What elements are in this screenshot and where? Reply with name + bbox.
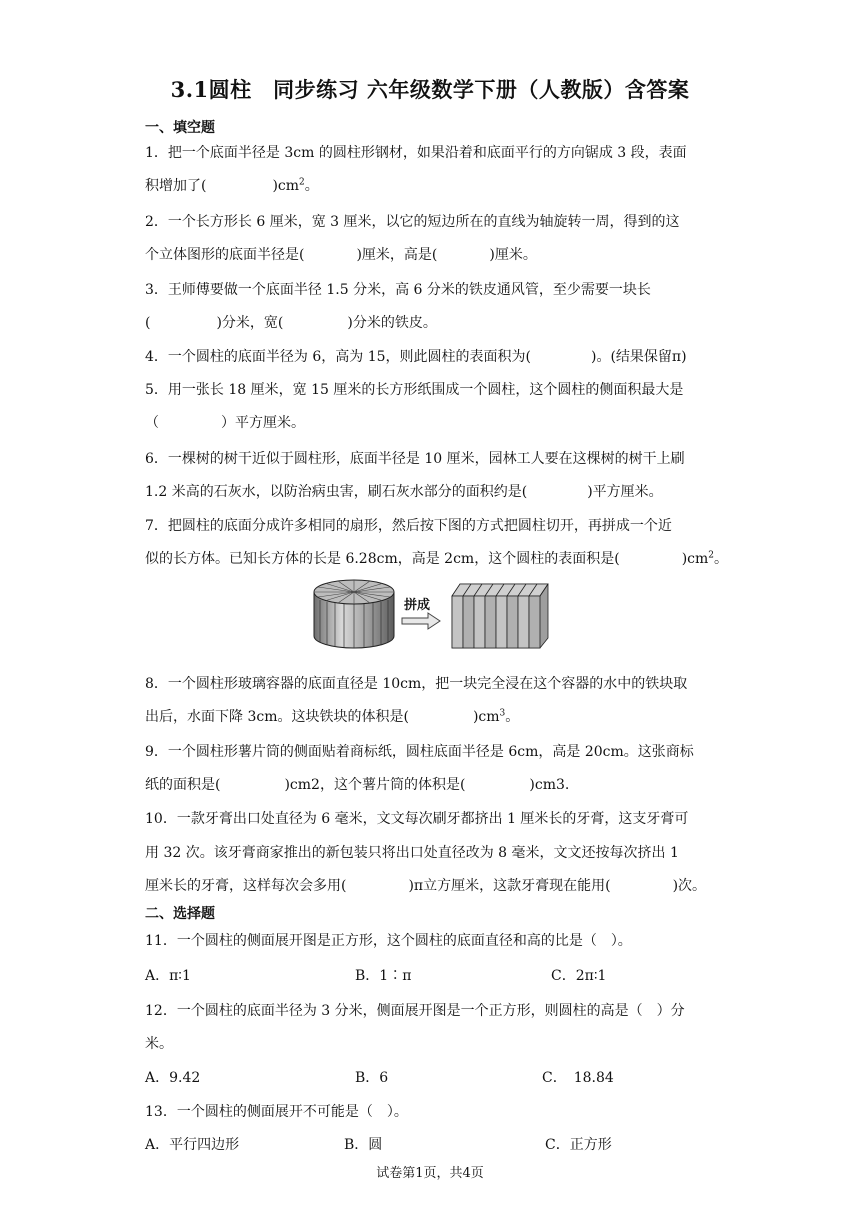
q12-line1: 12．一个圆柱的底面半径为 3 分米，侧面展开图是一个正方形，则圆柱的高是（ ）分 — [145, 1003, 685, 1019]
q1-line1: 1．把一个底面半径是 3cm 的圆柱形钢材，如果沿着和底面平行的方向锯成 3 段，表面 — [145, 145, 687, 161]
page-footer: 试卷第1页，共4页 — [376, 1166, 484, 1181]
q2-line1: 2．一个长方形长 6 厘米，宽 3 厘米，以它的短边所在的直线为轴旋转一周，得到的这 — [145, 214, 680, 230]
q12-option-a[interactable]: A．9.42 — [145, 1070, 201, 1086]
q10-line2: 用 32 次。该牙膏商家推出的新包装只将出口处直径改为 8 毫米，文文还按每次挤出 1 — [145, 845, 679, 861]
q13-stem: 13．一个圆柱的侧面展开不可能是（ ）。 — [145, 1104, 408, 1120]
q13-option-a[interactable]: A．平行四边形 — [145, 1137, 240, 1153]
q10-line1: 10．一款牙膏出口处直径为 6 毫米，文文每次刷牙都挤出 1 厘米长的牙膏，这支牙膏可 — [145, 811, 689, 827]
q6-line2: 1.2 米高的石灰水，以防治病虫害，刷石灰水部分的面积约是( )平方厘米。 — [145, 484, 663, 500]
q12-option-c[interactable]: C． 18.84 — [542, 1070, 614, 1086]
right-arrow-icon — [402, 613, 440, 629]
q11-option-a[interactable]: A．π∶1 — [145, 968, 191, 984]
q8-line1: 8．一个圆柱形玻璃容器的底面直径是 10cm，把一块完全浸在这个容器的水中的铁块取 — [145, 676, 688, 692]
q9-line1: 9．一个圆柱形薯片筒的侧面贴着商标纸，圆柱底面半径是 6cm，高是 20cm。这张商标 — [145, 744, 694, 760]
section-fill-heading: 一、填空题 — [145, 120, 215, 136]
cylinder-to-cuboid-figure — [312, 578, 562, 654]
q4-line1: 4．一个圆柱的底面半径为 6，高为 15，则此圆柱的表面积为( )。(结果保留π) — [145, 349, 687, 365]
q8-line2: 出后，水面下降 3cm。这块铁块的体积是( )$cm^3$。 — [145, 708, 520, 725]
cylinder-diagram — [312, 578, 562, 650]
q10-line3: 厘米长的牙膏，这样每次会多用( )π立方厘米，这款牙膏现在能用( )次。 — [145, 878, 707, 894]
q13-option-c[interactable]: C．正方形 — [545, 1137, 612, 1153]
q11-option-b[interactable]: B．1∶π — [355, 968, 412, 984]
cuboid-slices-icon — [452, 584, 548, 648]
cylinder-icon — [314, 580, 394, 648]
figure-label: 拼成 — [404, 598, 431, 613]
q7-line2: 似的长方体。已知长方体的长是 6.28cm，高是 2cm，这个圆柱的表面积是( )$cm^2$。 — [145, 550, 728, 567]
q6-line1: 6．一棵树的树干近似于圆柱形，底面半径是 10 厘米，园林工人要在这棵树的树干上刷 — [145, 451, 685, 467]
q7-line1: 7．把圆柱的底面分成许多相同的扇形，然后按下图的方式把圆柱切开，再拼成一个近 — [145, 518, 672, 534]
q9-line2: 纸的面积是( )cm2，这个薯片筒的体积是( )cm3. — [145, 777, 570, 793]
q5-line2: （ ）平方厘米。 — [145, 415, 305, 431]
page-title: 3.1圆柱 同步练习 六年级数学下册（人教版）含答案 — [170, 77, 690, 102]
q12-option-b[interactable]: B．6 — [355, 1070, 389, 1086]
q1-line2: 积增加了( )$cm^2$。 — [145, 177, 319, 194]
q3-line2: ( )分米，宽( )分米的铁皮。 — [145, 315, 437, 331]
q13-option-b[interactable]: B．圆 — [344, 1137, 383, 1153]
q11-stem: 11．一个圆柱的侧面展开图是正方形，这个圆柱的底面直径和高的比是（ ）。 — [145, 933, 632, 949]
q12-line2: 米。 — [145, 1036, 173, 1052]
q11-option-c[interactable]: C．2π∶1 — [551, 968, 607, 984]
section-choice-heading: 二、选择题 — [145, 906, 215, 922]
q5-line1: 5．用一张长 18 厘米，宽 15 厘米的长方形纸围成一个圆柱，这个圆柱的侧面积最大是 — [145, 382, 684, 398]
q2-line2: 个立体图形的底面半径是( )厘米，高是( )厘米。 — [145, 247, 537, 263]
q3-line1: 3．王师傅要做一个底面半径 1.5 分米，高 6 分米的铁皮通风管，至少需要一块长 — [145, 282, 651, 298]
